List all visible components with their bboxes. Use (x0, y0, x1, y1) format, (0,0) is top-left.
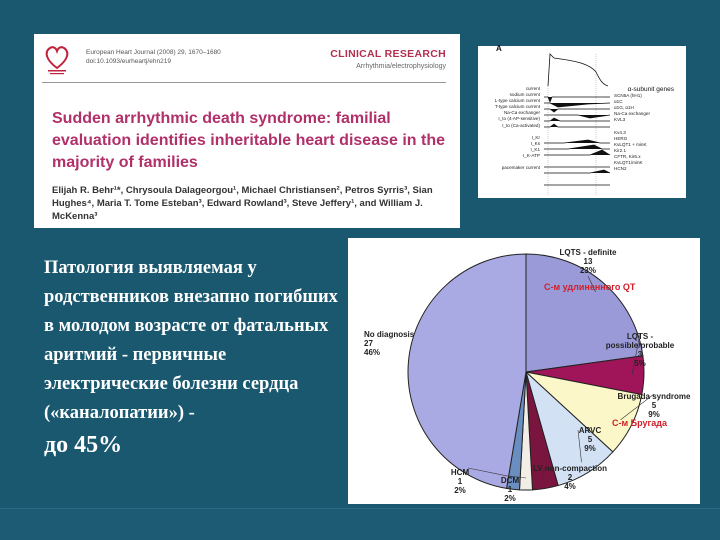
slice-label: ARVC 5 9% (578, 426, 602, 453)
highlight-percent: до 45% (44, 432, 123, 458)
paper-header-image (34, 34, 460, 228)
current-name: sodium current (509, 92, 540, 98)
red-annotation: С-м Бругада (612, 418, 667, 428)
slice-label: LQTS -possible/probable 3 5% (605, 332, 675, 368)
paper-authors: Elijah R. Behr¹*, Chrysoula Dalageorgou¹, Michael Christiansen², Petros Syrris³, Sian Hughes⁴, Maria T. Tome Esteban³, Edward Rowland³, Steve Jeffery¹, and William J. McKenna³ (52, 185, 433, 222)
gene-name: α1G, α1H (614, 105, 634, 111)
genes-title: α-subunit genes (627, 86, 674, 93)
current-name: Na-Ca exchanger (503, 110, 540, 116)
current-name: I_to (4-AP-sensitive) (498, 116, 540, 122)
slice-label: Brugada syndrome 5 9% (617, 392, 691, 419)
slice-label: LV non-compaction 2 4% (532, 464, 608, 491)
pie-chart-panel (348, 238, 700, 504)
slide-body-text (44, 254, 340, 460)
gene-name: Kv4.3 (614, 129, 626, 135)
heart-logo-icon (42, 42, 72, 76)
gene-name: Na-Ca exchanger (614, 111, 651, 117)
current-name: I_K-ATP (522, 153, 540, 159)
gene-name: KvLQT1 + minK (614, 141, 647, 147)
gene-labels (614, 93, 650, 172)
gene-name: KVL3 (614, 117, 626, 123)
body-text: Патология выявляемая у родственников внезапно погибших в молодом возрасте от фатальных аритмий - первичные электрические болезни сердца («каналопатии») - (44, 258, 338, 423)
gene-name: HERG (614, 135, 628, 141)
section-label: CLINICAL RESEARCH (330, 48, 446, 60)
current-name: T-type calcium current (494, 104, 540, 110)
gene-name: Kir2.1 (614, 147, 627, 153)
gene-name: KvLQT1/minK (614, 160, 643, 166)
header-rule (42, 82, 446, 83)
current-labels (482, 86, 540, 171)
journal-citation: European Heart Journal (2008) 29, 1670–1680 (86, 49, 221, 56)
gene-name: HCN2 (614, 166, 627, 172)
ion-channel-figure (478, 46, 686, 198)
current-name: pacemaker current (501, 165, 540, 171)
subsection-label: Arrhythmia/electrophysiology (356, 63, 446, 70)
slice-label: HCM 1 2% (450, 468, 470, 495)
current-name: L-type calcium current (494, 98, 540, 104)
current-name: I_K1 (530, 146, 540, 152)
gene-name: α1C (614, 99, 623, 105)
pie-chart (348, 238, 700, 504)
red-annotation: С-м удлиненного QT (544, 282, 636, 292)
slice-label: DCM 1 2% (500, 476, 520, 503)
current-label: current (525, 86, 540, 91)
slice-label: LQTS - definite 13 23% (559, 248, 617, 275)
current-name: I_Kr (531, 134, 540, 140)
current-name: I_Ks (530, 140, 540, 146)
paper-title: Sudden arrhythmic death syndrome: familial evaluation identifies inheritable heart disease in the majority of families (52, 110, 445, 171)
gene-name: SCN5A (hH1) (614, 93, 642, 98)
pie-slice-no-diagnosis (408, 254, 526, 488)
bottom-band (0, 508, 720, 540)
slice-label: No diagnosis 27 46% (364, 330, 415, 357)
gene-name: CFTR, Kir6.x (614, 153, 641, 159)
current-name: I_to (Ca-activated) (502, 122, 540, 128)
figure-letter: A (496, 44, 502, 53)
journal-doi: doi:10.1093/eurheartj/ehn219 (86, 58, 171, 65)
